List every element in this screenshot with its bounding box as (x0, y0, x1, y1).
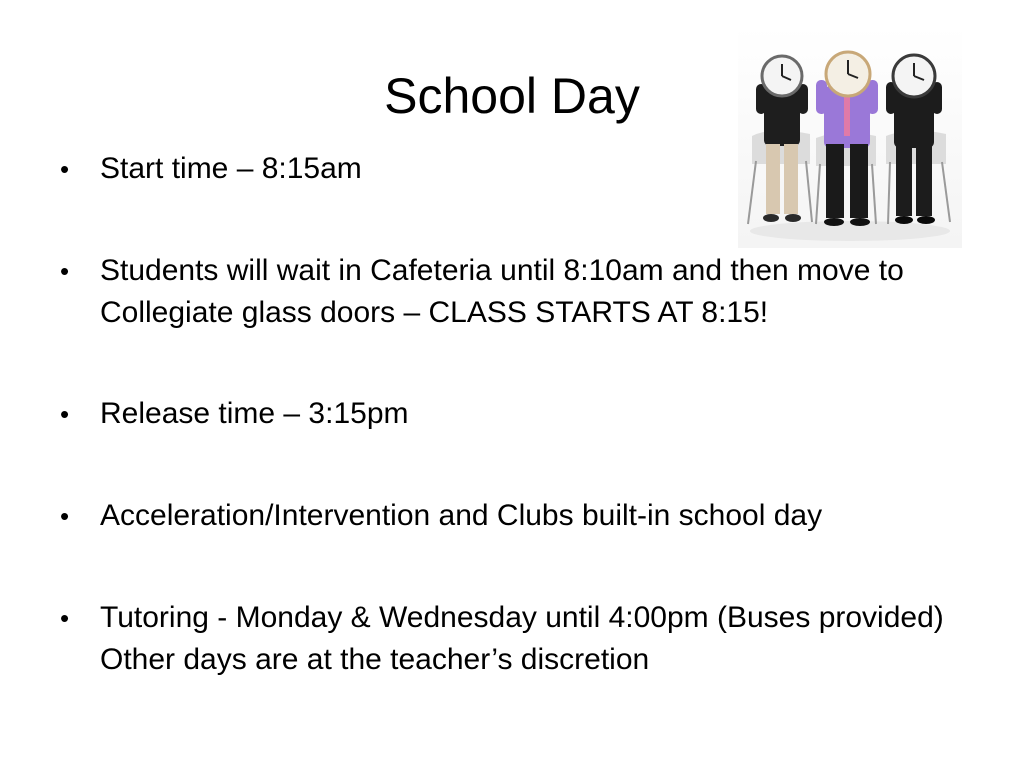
bullet-item-tutoring (56, 597, 976, 681)
bullet-text: Students will wait in Cafeteria until 8:10am and then move to Collegiate glass doors – CLASS STARTS AT 8:15! (100, 254, 904, 329)
clock-people-photo (738, 26, 962, 248)
bullet-dot: • (60, 603, 70, 633)
bullet-text: Start time – 8:15am (100, 152, 362, 185)
person-left (748, 56, 812, 224)
bullet-dot: • (60, 501, 70, 531)
bullet-item-release-time (56, 393, 409, 435)
bullet-text: Tutoring - Monday & Wednesday until 4:00pm (Buses provided) Other days are at the teacher’s discretion (100, 601, 944, 676)
slide-title: School Day (384, 68, 640, 124)
bullet-dot: • (60, 256, 70, 286)
person-middle (816, 52, 878, 226)
bullet-dot: • (60, 154, 70, 184)
bullet-dot: • (60, 399, 70, 429)
bullet-item-start-time (56, 148, 362, 190)
bullet-text: Release time – 3:15pm (100, 397, 409, 430)
bullet-item-acceleration (56, 495, 822, 537)
bullet-text: Acceleration/Intervention and Clubs built-in school day (100, 499, 823, 532)
bullet-item-cafeteria (56, 250, 976, 334)
person-right (886, 55, 950, 224)
